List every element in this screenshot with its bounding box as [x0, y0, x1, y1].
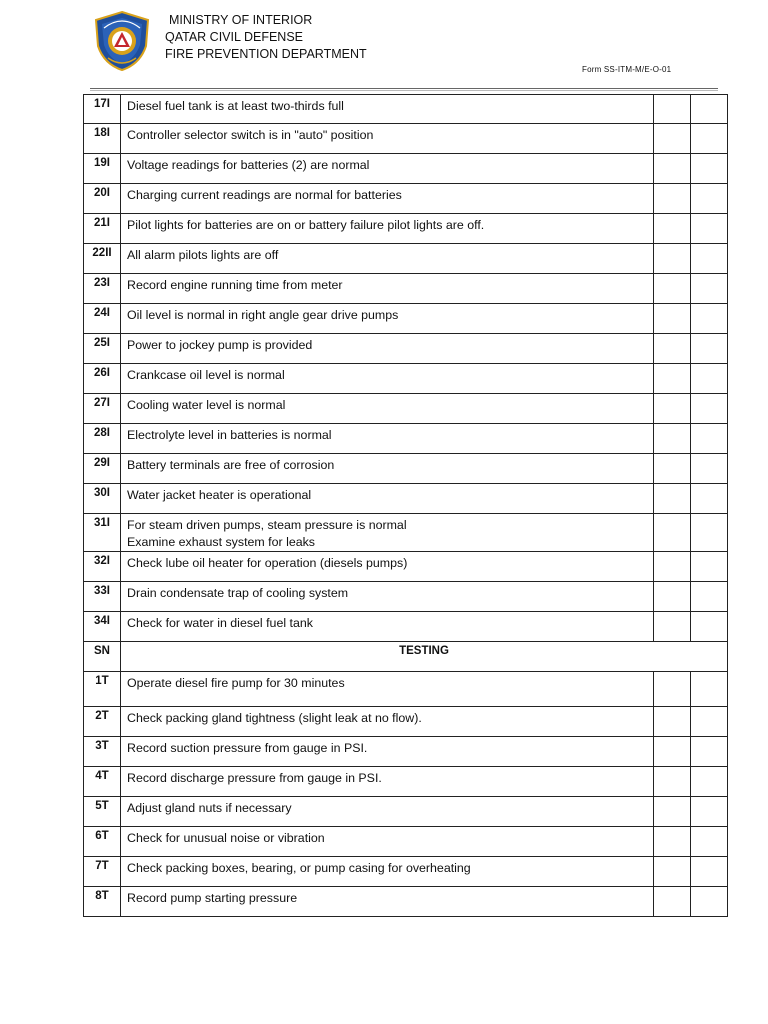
row-description — [121, 582, 654, 612]
row-sn: 33I — [84, 582, 121, 612]
row-description — [121, 672, 654, 707]
row-text: Check lube oil heater for operation (diesels pumps) — [127, 556, 408, 570]
check-box-a[interactable] — [654, 737, 691, 767]
row-text: Charging current readings are normal for batteries — [127, 188, 402, 202]
row-text-second-line: Examine exhaust system for leaks — [127, 535, 316, 549]
row-text: Voltage readings for batteries (2) are normal — [127, 158, 370, 172]
row-sn: 34I — [84, 612, 121, 642]
check-box-a[interactable] — [654, 857, 691, 887]
table-row — [84, 274, 728, 304]
check-box-b[interactable] — [691, 95, 728, 124]
testing-title: TESTING — [121, 642, 728, 672]
row-description — [121, 514, 654, 552]
row-description — [121, 424, 654, 454]
check-box-b[interactable] — [691, 552, 728, 582]
check-box-b[interactable] — [691, 304, 728, 334]
table-row — [84, 184, 728, 214]
check-box-a[interactable] — [654, 767, 691, 797]
table-row — [84, 364, 728, 394]
check-box-b[interactable] — [691, 424, 728, 454]
row-text: Record engine running time from meter — [127, 278, 343, 292]
row-description — [121, 484, 654, 514]
check-box-b[interactable] — [691, 244, 728, 274]
check-box-b[interactable] — [691, 582, 728, 612]
check-box-b[interactable] — [691, 394, 728, 424]
row-description — [121, 612, 654, 642]
row-text: Water jacket heater is operational — [127, 488, 312, 502]
check-box-a[interactable] — [654, 612, 691, 642]
row-description — [121, 244, 654, 274]
row-sn: 3T — [84, 737, 121, 767]
check-box-a[interactable] — [654, 454, 691, 484]
row-sn: 27I — [84, 394, 121, 424]
check-box-a[interactable] — [654, 552, 691, 582]
check-box-b[interactable] — [691, 124, 728, 154]
row-text: Record suction pressure from gauge in PSI. — [127, 741, 368, 755]
table-row — [84, 797, 728, 827]
row-sn: 19I — [84, 154, 121, 184]
row-sn: 6T — [84, 827, 121, 857]
check-box-a[interactable] — [654, 304, 691, 334]
row-description — [121, 887, 654, 917]
check-box-b[interactable] — [691, 767, 728, 797]
table-row — [84, 244, 728, 274]
organization-name — [165, 12, 367, 63]
row-text: Adjust gland nuts if necessary — [127, 801, 292, 815]
table-row — [84, 394, 728, 424]
row-sn: 21I — [84, 214, 121, 244]
row-description — [121, 214, 654, 244]
check-box-a[interactable] — [654, 184, 691, 214]
row-text: Record discharge pressure from gauge in PSI. — [127, 771, 382, 785]
table-row — [84, 95, 728, 124]
row-text: Check for unusual noise or vibration — [127, 831, 325, 845]
row-description — [121, 334, 654, 364]
check-box-b[interactable] — [691, 184, 728, 214]
check-box-b[interactable] — [691, 454, 728, 484]
testing-header-row — [84, 642, 728, 672]
table-row — [84, 514, 728, 552]
check-box-b[interactable] — [691, 334, 728, 364]
row-description — [121, 707, 654, 737]
testing-section — [84, 642, 728, 672]
check-box-b[interactable] — [691, 857, 728, 887]
document-header — [0, 0, 768, 92]
row-text: For steam driven pumps, steam pressure is normal — [127, 518, 407, 532]
row-description — [121, 454, 654, 484]
row-description — [121, 552, 654, 582]
row-sn: 24I — [84, 304, 121, 334]
check-box-b[interactable] — [691, 154, 728, 184]
row-description — [121, 304, 654, 334]
table-row — [84, 827, 728, 857]
org-line-ministry: MINISTRY OF INTERIOR — [169, 13, 313, 27]
org-line-civil-defense: QATAR CIVIL DEFENSE — [165, 30, 303, 44]
row-sn: 1T — [84, 672, 121, 707]
check-box-b[interactable] — [691, 484, 728, 514]
row-sn: 28I — [84, 424, 121, 454]
row-description — [121, 737, 654, 767]
row-text: Oil level is normal in right angle gear drive pumps — [127, 308, 399, 322]
row-text: Check for water in diesel fuel tank — [127, 616, 313, 630]
row-description — [121, 274, 654, 304]
check-box-a[interactable] — [654, 244, 691, 274]
row-sn: 31I — [84, 514, 121, 552]
row-text: Power to jockey pump is provided — [127, 338, 313, 352]
table-row — [84, 304, 728, 334]
row-sn: 30I — [84, 484, 121, 514]
check-box-b[interactable] — [691, 364, 728, 394]
check-box-a[interactable] — [654, 334, 691, 364]
row-text: Cooling water level is normal — [127, 398, 286, 412]
row-text: Check packing gland tightness (slight leak at no flow). — [127, 711, 422, 725]
check-box-b[interactable] — [691, 737, 728, 767]
check-box-a[interactable] — [654, 364, 691, 394]
row-text: Record pump starting pressure — [127, 891, 298, 905]
check-box-a[interactable] — [654, 707, 691, 737]
row-description — [121, 154, 654, 184]
testing-sn-label: SN — [84, 642, 121, 672]
row-sn: 29I — [84, 454, 121, 484]
civil-defense-emblem-icon — [90, 10, 154, 72]
row-sn: 32I — [84, 552, 121, 582]
check-box-b[interactable] — [691, 612, 728, 642]
check-box-b[interactable] — [691, 514, 728, 552]
check-box-a[interactable] — [654, 124, 691, 154]
check-box-b[interactable] — [691, 214, 728, 244]
table-row — [84, 454, 728, 484]
row-description — [121, 857, 654, 887]
table-row — [84, 582, 728, 612]
checklist-table — [83, 94, 728, 917]
row-sn: 25I — [84, 334, 121, 364]
form-code: Form SS-ITM-M/E-O-01 — [582, 65, 672, 74]
row-description — [121, 124, 654, 154]
row-sn: 17I — [84, 95, 121, 124]
inspection-rows — [84, 95, 728, 642]
table-row — [84, 124, 728, 154]
row-text: Pilot lights for batteries are on or battery failure pilot lights are off. — [127, 218, 485, 232]
row-description — [121, 95, 654, 124]
header-divider — [90, 88, 718, 91]
table-row — [84, 552, 728, 582]
check-box-b[interactable] — [691, 672, 728, 707]
table-row — [84, 484, 728, 514]
row-sn: 8T — [84, 887, 121, 917]
check-box-a[interactable] — [654, 274, 691, 304]
row-sn: 4T — [84, 767, 121, 797]
check-box-a[interactable] — [654, 887, 691, 917]
table-row — [84, 424, 728, 454]
row-text: Controller selector switch is in "auto" position — [127, 128, 374, 142]
check-box-a[interactable] — [654, 672, 691, 707]
table-row — [84, 707, 728, 737]
check-box-b[interactable] — [691, 707, 728, 737]
row-text: Battery terminals are free of corrosion — [127, 458, 335, 472]
table-row — [84, 857, 728, 887]
check-box-a[interactable] — [654, 154, 691, 184]
row-sn: 2T — [84, 707, 121, 737]
check-box-a[interactable] — [654, 484, 691, 514]
row-sn: 23I — [84, 274, 121, 304]
check-box-b[interactable] — [691, 827, 728, 857]
row-sn: 20I — [84, 184, 121, 214]
row-sn: 18I — [84, 124, 121, 154]
table-row — [84, 887, 728, 917]
row-sn: 5T — [84, 797, 121, 827]
table-row — [84, 767, 728, 797]
row-description — [121, 797, 654, 827]
row-text: Diesel fuel tank is at least two-thirds full — [127, 99, 344, 113]
row-text: Drain condensate trap of cooling system — [127, 586, 349, 600]
table-row — [84, 214, 728, 244]
row-text: Crankcase oil level is normal — [127, 368, 285, 382]
check-box-a[interactable] — [654, 582, 691, 612]
row-sn: 22II — [84, 244, 121, 274]
row-description — [121, 767, 654, 797]
table-row — [84, 612, 728, 642]
row-text: Operate diesel fire pump for 30 minutes — [127, 676, 345, 690]
org-line-department: FIRE PREVENTION DEPARTMENT — [165, 47, 367, 61]
row-sn: 7T — [84, 857, 121, 887]
check-box-a[interactable] — [654, 95, 691, 124]
check-box-a[interactable] — [654, 797, 691, 827]
check-box-b[interactable] — [691, 274, 728, 304]
row-description — [121, 184, 654, 214]
check-box-a[interactable] — [654, 514, 691, 552]
table-row — [84, 154, 728, 184]
row-description — [121, 394, 654, 424]
row-text: Check packing boxes, bearing, or pump casing for overheating — [127, 861, 471, 875]
table-row — [84, 672, 728, 707]
table-row — [84, 737, 728, 767]
check-box-a[interactable] — [654, 394, 691, 424]
table-row — [84, 334, 728, 364]
row-description — [121, 827, 654, 857]
row-text: Electrolyte level in batteries is normal — [127, 428, 332, 442]
check-box-a[interactable] — [654, 827, 691, 857]
check-box-b[interactable] — [691, 887, 728, 917]
check-box-a[interactable] — [654, 214, 691, 244]
testing-rows — [84, 672, 728, 917]
row-text: All alarm pilots lights are off — [127, 248, 279, 262]
row-sn: 26I — [84, 364, 121, 394]
check-box-a[interactable] — [654, 424, 691, 454]
row-description — [121, 364, 654, 394]
check-box-b[interactable] — [691, 797, 728, 827]
